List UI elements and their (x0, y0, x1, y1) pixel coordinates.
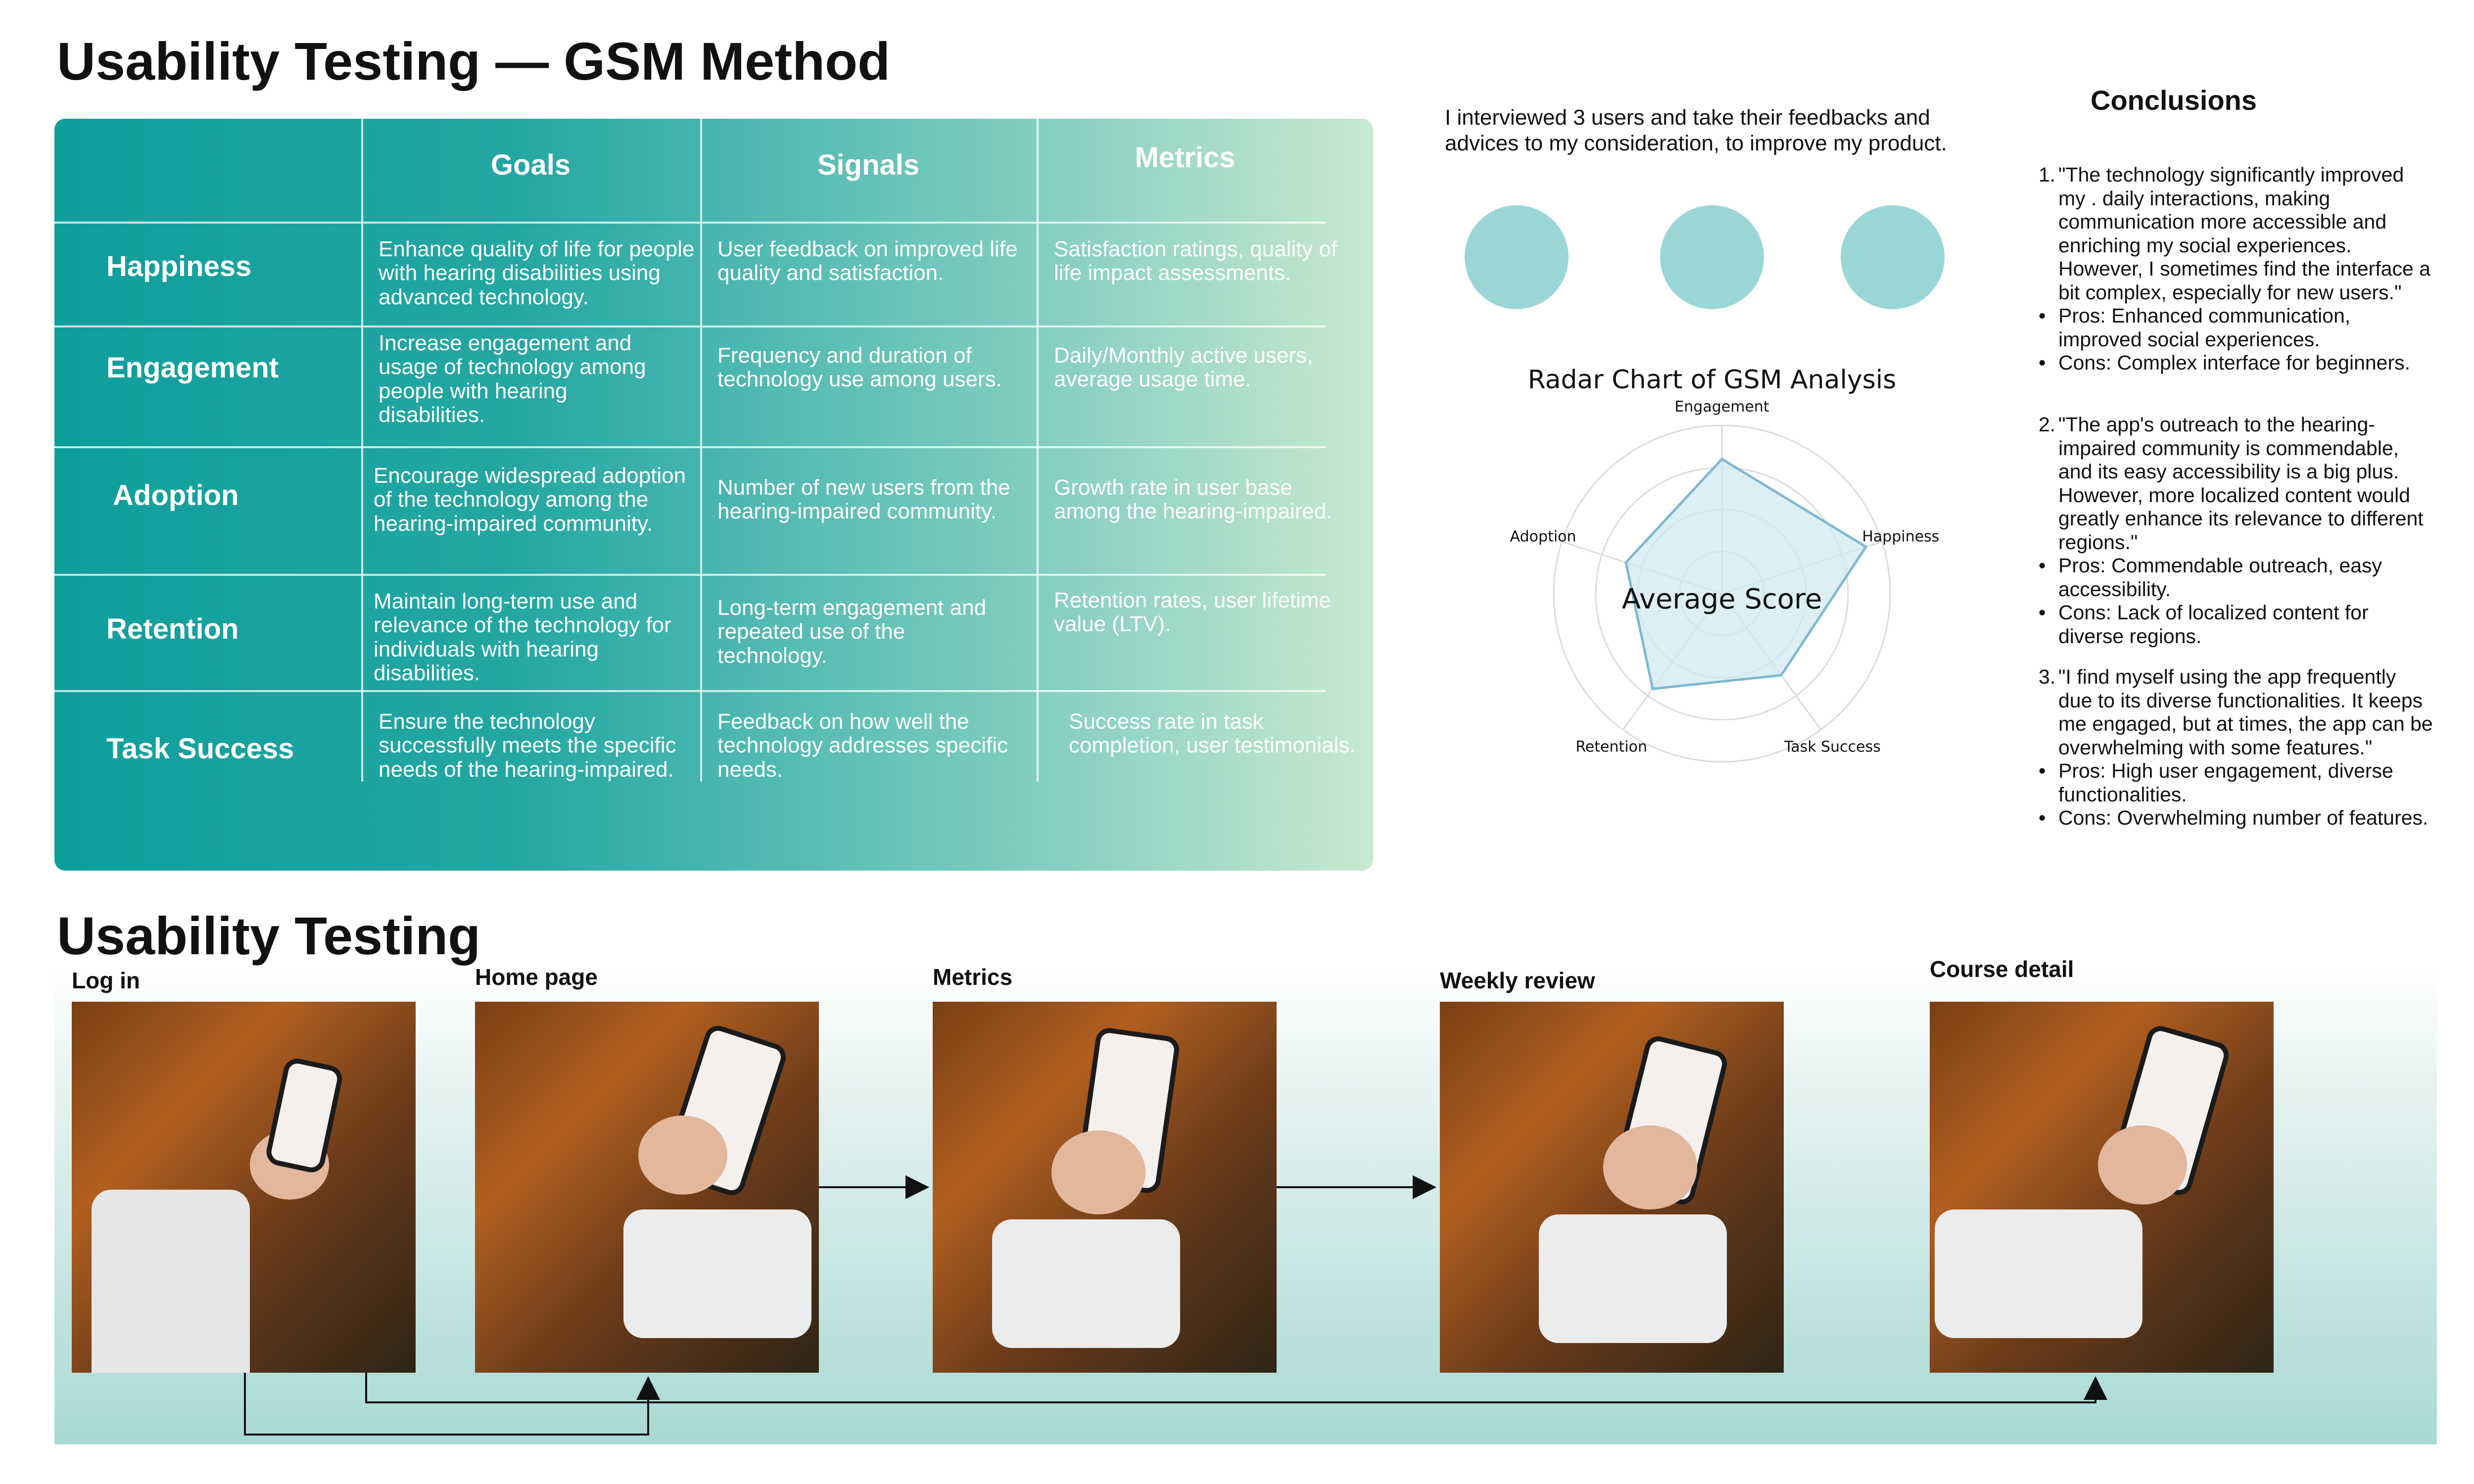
goal-cell: Ensure the technology successfully meets the specific needs of the hearing-impaired. (379, 709, 676, 782)
arrow-login-to-course (366, 1373, 2095, 1402)
conclusion-quote: "I find myself using the app frequently due to its diverse functionalities. It keeps me engaged, but at times, the app can be overwhelming with some features." (2058, 665, 2433, 759)
conclusion-number: 3. (2039, 665, 2056, 688)
row-label-task-success: Task Success (106, 733, 294, 765)
row-label-engagement: Engagement (106, 352, 279, 384)
usability-title: Usability Testing (57, 906, 481, 966)
interview-intro: I interviewed 3 users and take their feedbacks and advices to my consideration, to improve my product. (1445, 105, 1947, 155)
radar-axis-label: Adoption (1510, 528, 1576, 546)
conclusion-3: 3. "I find myself using the app frequently due to its diverse functionalities. It keeps me engaged, but at times, the app can be overwhelming with some features." • Pros: High user engagement, diverse functionalities. • Cons: Overwhelming number of features. (2039, 665, 2434, 830)
signal-cell: Long-term engagement and repeated use of the technology. (717, 596, 987, 668)
metric-cell: Growth rate in user base among the hearing-impaired. (1054, 475, 1332, 524)
step-label-login: Log in (72, 968, 140, 993)
arrow-login-to-home (245, 1373, 648, 1435)
metric-cell: Success rate in task completion, user testimonials. (1069, 709, 1356, 758)
conclusion-cons: Cons: Complex interface for beginners. (2058, 351, 2411, 374)
metric-cell: Retention rates, user lifetime value (LTV). (1054, 588, 1332, 637)
header-signals: Signals (817, 149, 920, 181)
radar-axis-label: Happiness (1862, 528, 1940, 546)
conclusion-quote: "The app's outreach to the hearing-impaired community is commendable, and its easy accessibility is a big plus. However, more localized content would greatly enhance its relevance to different regions." (2058, 413, 2424, 554)
header-metrics: Metrics (1135, 141, 1236, 174)
metric-cell: Daily/Monthly active users, average usage time. (1054, 343, 1313, 392)
signal-cell: Feedback on how well the technology addresses specific needs. (717, 709, 1008, 782)
row-label-adoption: Adoption (113, 479, 239, 511)
radar-axis-label: Engagement (1674, 398, 1769, 416)
radar-title: Radar Chart of GSM Analysis (1527, 365, 1897, 395)
signal-cell: Number of new users from the hearing-impaired community. (717, 475, 1010, 524)
row-label-retention: Retention (106, 613, 239, 645)
radar-center-label: Average Score (1621, 583, 1822, 615)
step-label-weekly: Weekly review (1440, 968, 1595, 993)
step-label-course: Course detail (1930, 956, 2074, 982)
radar-axis-label: Task Success (1784, 738, 1881, 756)
conclusion-pros: Pros: Commendable outreach, easy accessibility. (2058, 554, 2382, 601)
goal-cell: Encourage widespread adoption of the technology among the hearing-impaired community. (374, 464, 686, 536)
row-label-happiness: Happiness (106, 250, 252, 282)
gsm-title: Usability Testing — GSM Method (57, 31, 891, 91)
conclusion-1: 1. "The technology significantly improved my . daily interactions, making communication more accessible and enriching my social experiences. However, I sometimes find the interface a bit complex, especially for new users." • Pros: Enhanced communication, improved social experiences. • Cons: Complex interface for beginners. (2039, 163, 2434, 375)
step-label-metrics: Metrics (933, 964, 1013, 990)
conclusion-cons: Cons: Lack of localized content for diverse regions. (2058, 601, 2369, 648)
conclusions-title: Conclusions (2091, 85, 2257, 116)
goal-cell: Enhance quality of life for people with hearing disabilities using advanced technology. (379, 237, 695, 309)
metric-cell: Satisfaction ratings, quality of life impact assessments. (1054, 237, 1337, 285)
conclusion-2: 2. "The app's outreach to the hearing-impaired community is commendable, and its easy accessibility is a big plus. However, more localized content would greatly enhance its relevance to different regions." • Pros: Commendable outreach, easy accessibility. • Cons: Lack of localized content for diverse regions. (2039, 413, 2434, 648)
header-goals: Goals (490, 149, 571, 181)
goal-cell: Increase engagement and usage of technology among people with hearing disabilities. (379, 331, 646, 427)
conclusion-number: 1. (2039, 163, 2056, 186)
signal-cell: User feedback on improved life quality and satisfaction. (717, 237, 1018, 285)
goal-cell: Maintain long-term use and relevance of the technology for individuals with hearing disabilities. (374, 589, 671, 686)
conclusion-pros: Pros: High user engagement, diverse functionalities. (2058, 759, 2393, 806)
conclusion-quote: "The technology significantly improved my . daily interactions, making communication more accessible and enriching my social experiences. However, I sometimes find the interface a bit complex, especially for new users." (2058, 163, 2431, 304)
signal-cell: Frequency and duration of technology use among users. (717, 343, 1002, 392)
step-label-home: Home page (475, 964, 598, 990)
conclusion-number: 2. (2039, 413, 2056, 436)
radar-axis-label: Retention (1575, 738, 1647, 756)
conclusion-cons: Cons: Overwhelming number of features. (2058, 806, 2428, 830)
conclusion-pros: Pros: Enhanced communication, improved social experiences. (2058, 304, 2351, 351)
